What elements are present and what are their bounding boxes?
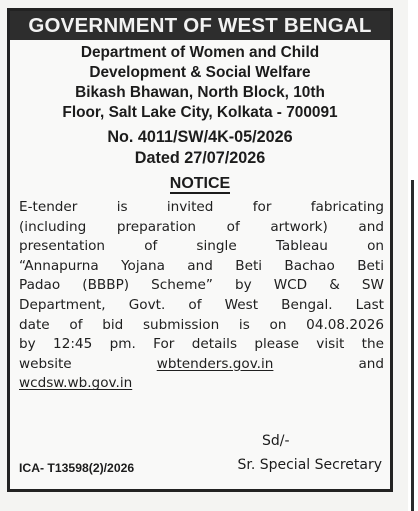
body-line: date of bid submission is on 04.08.2026 xyxy=(19,316,384,333)
address-line: Bikash Bhawan, North Block, 10th xyxy=(75,84,325,101)
address-line: Floor, Salt Lake City, Kolkata - 700091 xyxy=(62,104,338,121)
department-line: Department of Women and Child xyxy=(80,44,320,61)
second-website-line xyxy=(19,374,384,394)
signature-row xyxy=(10,433,390,455)
notice-footer xyxy=(10,457,390,481)
body-line: Department, Govt. of West Bengal. Last xyxy=(19,296,384,313)
website-prefix: website xyxy=(19,355,72,372)
body-line: Padao (BBBP) Scheme” by WCD & SW xyxy=(19,277,384,294)
body-line: E-tender is invited for fabricating xyxy=(19,199,384,215)
notice-heading xyxy=(10,174,390,194)
notice-body xyxy=(10,198,390,394)
wcdsw-link[interactable]: wcdsw.wb.gov.in xyxy=(19,375,133,392)
reference-block xyxy=(10,127,390,169)
memo-number: No. 4011/SW/4K-05/2026 xyxy=(107,128,293,146)
signatory-designation: Sr. Special Secretary xyxy=(237,457,382,473)
department-line: Development & Social Welfare xyxy=(89,64,311,81)
ica-code: ICA- T13598(2)/2026 xyxy=(19,461,135,475)
website-conjunction: and xyxy=(358,355,385,372)
memo-date: Dated 27/07/2026 xyxy=(134,149,266,167)
department-address xyxy=(10,43,390,123)
government-header: GOVERNMENT OF WEST BENGAL xyxy=(10,11,390,40)
sd-mark: Sd/- xyxy=(262,433,290,449)
body-line: (including preparation of artwork) and xyxy=(19,218,384,235)
tender-notice xyxy=(7,8,393,492)
body-line: “Annapurna Yojana and Beti Bachao Beti xyxy=(19,257,384,274)
wbtenders-link[interactable]: wbtenders.gov.in xyxy=(156,355,274,372)
body-line: presentation of single Tableau on xyxy=(19,238,384,255)
body-line: by 12:45 pm. For details please visit the xyxy=(19,336,384,353)
website-line xyxy=(19,355,384,375)
adjacent-column-rule xyxy=(411,180,414,511)
notice-title: NOTICE xyxy=(169,175,231,192)
